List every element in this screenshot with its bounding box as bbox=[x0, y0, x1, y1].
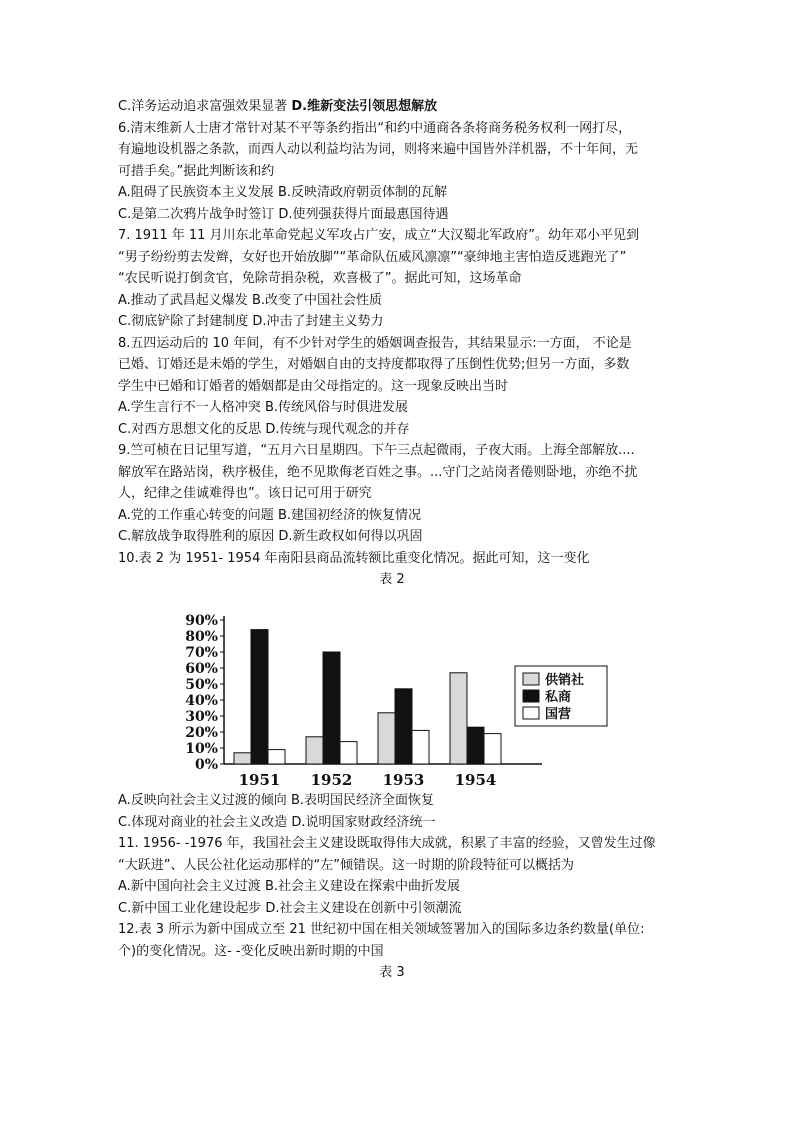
q8-stem-line-2: 已婚、订婚还是未婚的学生，对婚姻自由的支持度都取得了压倒性优势;但另一方面，多数 bbox=[118, 357, 630, 372]
q11-stem-line-1: 11. 1956- -1976 年，我国社会主义建设既取得伟大成就，积累了丰富的经验，又曾发生过像 bbox=[118, 836, 656, 851]
q10-options-ab bbox=[118, 790, 688, 812]
y-tick-label: 70% bbox=[185, 645, 218, 661]
y-tick-label: 60% bbox=[185, 661, 218, 677]
q6-options-cd bbox=[118, 204, 688, 226]
q8-options-cd bbox=[118, 419, 688, 441]
q6-option-a[interactable]: A.阻碍了民族资本主义发展 bbox=[118, 185, 274, 200]
q9-option-c[interactable]: C.解放战争取得胜利的原因 bbox=[118, 529, 275, 544]
q7-stem-line-1: 7. 1911 年 11 月川东北革命党起义军攻占广安，成立“大汉蜀北军政府”。幼年邓小平见到 bbox=[118, 228, 640, 243]
bar-chart bbox=[182, 594, 622, 790]
legend-label-国营: 国营 bbox=[545, 707, 572, 722]
bar-1951-私商 bbox=[251, 630, 268, 764]
bar-1952-私商 bbox=[323, 652, 340, 764]
q10-stem: 10.表 2 为 1951- 1954 年南阳县商品流转额比重变化情况。据此可知，这一变化 bbox=[118, 550, 590, 566]
q9-stem-line-3: 人，纪律之佳诚难得也”。该日记可用于研究 bbox=[118, 486, 372, 501]
q5-option-d[interactable]: D.维新变法引领思想解放 bbox=[291, 99, 438, 114]
q7-option-a[interactable]: A.推动了武昌起义爆发 bbox=[118, 292, 248, 308]
y-tick-label: 50% bbox=[185, 677, 218, 693]
q6-stem-line-1: 6.清末维新人士唐才常针对某不平等条约指出“和约中通商各条将商务税务权利一网打尽， bbox=[118, 120, 632, 136]
x-tick-label: 1953 bbox=[382, 771, 425, 789]
bar-1951-供销社 bbox=[234, 753, 251, 764]
bar-1953-供销社 bbox=[378, 713, 395, 764]
y-tick-label: 30% bbox=[185, 709, 218, 725]
q11-option-b[interactable]: B.社会主义建设在探索中曲折发展 bbox=[264, 879, 461, 894]
q6-stem-line-2: 有遍地设机器之条款，而西人动以利益均沾为词，则将来遍中国皆外洋机器，不十年间，无 bbox=[118, 142, 639, 157]
q6-option-c[interactable]: C.是第二次鸦片战争时签订 bbox=[118, 206, 275, 222]
legend-swatch-供销社 bbox=[523, 673, 539, 685]
bar-1953-国营 bbox=[412, 730, 429, 764]
q5-option-c[interactable]: C.洋务运动追求富强效果显著 bbox=[118, 99, 288, 114]
q12-stem-line-1: 12.表 3 所示为新中国成立至 21 世纪初中国在相关领域签署加入的国际多边条约数量(单位: bbox=[118, 922, 645, 937]
bar-1954-国营 bbox=[484, 734, 501, 764]
q9-stem-line-1: 9.竺可桢在日记里写道，“五月六日星期四。下午三点起微雨，子夜大雨。上海全部解放.... bbox=[118, 443, 635, 458]
q7-options-cd bbox=[118, 311, 688, 333]
q7-option-d[interactable]: D.冲击了封建主义势力 bbox=[252, 314, 384, 329]
q9-stem-line-2: 解放军在路站岗，秩序极佳，绝不见欺侮老百姓之事。...守门之站岗者倦则卧地，亦绝不扰 bbox=[118, 464, 638, 480]
y-tick-label: 0% bbox=[194, 757, 218, 773]
bar-1954-供销社 bbox=[450, 673, 467, 764]
y-tick-label: 20% bbox=[185, 725, 218, 741]
q8-option-a[interactable]: A.学生言行不一人格冲突 bbox=[118, 400, 261, 415]
legend-label-供销社: 供销社 bbox=[545, 673, 585, 688]
bar-1952-国营 bbox=[340, 742, 357, 764]
x-tick-label: 1951 bbox=[238, 771, 281, 789]
q8-option-c[interactable]: C.对西方思想文化的反思 bbox=[118, 421, 262, 437]
q7-stem-line-2: “男子纷纷剪去发辫，女好也开始放脚”“革命队伍威风凛凛”“豪绅地主害怕造反逃跑光了” bbox=[118, 249, 627, 265]
q5-options-cd bbox=[118, 96, 688, 118]
q11-options-ab bbox=[118, 876, 688, 898]
q9-option-d[interactable]: D.新生政权如何得以巩固 bbox=[278, 529, 423, 544]
q6-option-d[interactable]: D.使列强获得片面最惠国待遇 bbox=[278, 206, 449, 222]
bar-1951-国营 bbox=[268, 750, 285, 764]
q8-stem-line-3: 学生中已婚和订婚者的婚姻都是由父母指定的。这一现象反映出当时 bbox=[118, 378, 509, 394]
legend-swatch-国营 bbox=[523, 707, 539, 719]
q11-option-d[interactable]: D.社会主义建设在创新中引领潮流 bbox=[265, 900, 462, 916]
q6-options-ab bbox=[118, 182, 688, 204]
q6-option-b[interactable]: B.反映清政府朝贡体制的瓦解 bbox=[277, 185, 448, 200]
x-tick-label: 1952 bbox=[310, 771, 353, 789]
q10-options-cd bbox=[118, 812, 688, 834]
bar-1952-供销社 bbox=[306, 737, 323, 764]
q6-stem-line-3: 可措手矣。”据此判断该和约 bbox=[118, 163, 275, 179]
legend-swatch-私商 bbox=[523, 690, 539, 702]
q10-option-d[interactable]: D.说明国家财政经济统一 bbox=[291, 814, 436, 830]
q12-table-caption: 表 3 bbox=[379, 965, 405, 980]
q10-option-a[interactable]: A.反映向社会主义过渡的倾向 bbox=[118, 793, 287, 808]
q11-option-a[interactable]: A.新中国向社会主义过渡 bbox=[118, 879, 261, 894]
q9-options-ab bbox=[118, 505, 688, 527]
y-tick-label: 40% bbox=[185, 693, 218, 709]
q7-options-ab bbox=[118, 290, 688, 312]
q10-table-caption: 表 2 bbox=[379, 572, 405, 587]
q10-option-b[interactable]: B.表明国民经济全面恢复 bbox=[290, 793, 435, 808]
q7-stem-line-3: “农民听说打倒贪官，免除苛捐杂税，欢喜极了”。据此可知，这场革命 bbox=[118, 271, 522, 286]
q9-option-b[interactable]: B.建国初经济的恢复情况 bbox=[277, 507, 422, 523]
q12-stem-line-2: 个)的变化情况。这- -变化反映出新时期的中国 bbox=[118, 943, 384, 959]
q8-options-ab bbox=[118, 397, 688, 419]
y-tick-label: 80% bbox=[185, 629, 218, 645]
q11-options-cd bbox=[118, 898, 688, 920]
q11-option-c[interactable]: C.新中国工业化建设起步 bbox=[118, 900, 262, 916]
x-tick-label: 1954 bbox=[454, 771, 497, 789]
q9-option-a[interactable]: A.党的工作重心转变的问题 bbox=[118, 507, 274, 523]
q8-option-d[interactable]: D.传统与现代观念的并存 bbox=[265, 421, 410, 437]
exam-page bbox=[118, 96, 688, 983]
q11-stem-line-2: “大跃进”、人民公社化运动那样的“左”倾错误。这一时期的阶段特征可以概括为 bbox=[118, 857, 574, 873]
legend-label-私商: 私商 bbox=[545, 690, 572, 705]
q7-option-c[interactable]: C.彻底铲除了封建制度 bbox=[118, 314, 249, 329]
q9-options-cd bbox=[118, 526, 688, 548]
bar-1953-私商 bbox=[395, 689, 412, 764]
q8-option-b[interactable]: B.传统风俗与时俱进发展 bbox=[264, 400, 409, 415]
q8-stem-line-1: 8.五四运动后的 10 年间，有不少针对学生的婚姻调查报告，其结果显示:一方面， 不论是 bbox=[118, 335, 632, 351]
q7-option-b[interactable]: B.改变了中国社会性质 bbox=[251, 292, 383, 308]
q10-option-c[interactable]: C.体现对商业的社会主义改造 bbox=[118, 814, 288, 830]
y-tick-label: 10% bbox=[185, 741, 218, 757]
bar-1954-私商 bbox=[467, 727, 484, 764]
y-tick-label: 90% bbox=[185, 613, 218, 629]
